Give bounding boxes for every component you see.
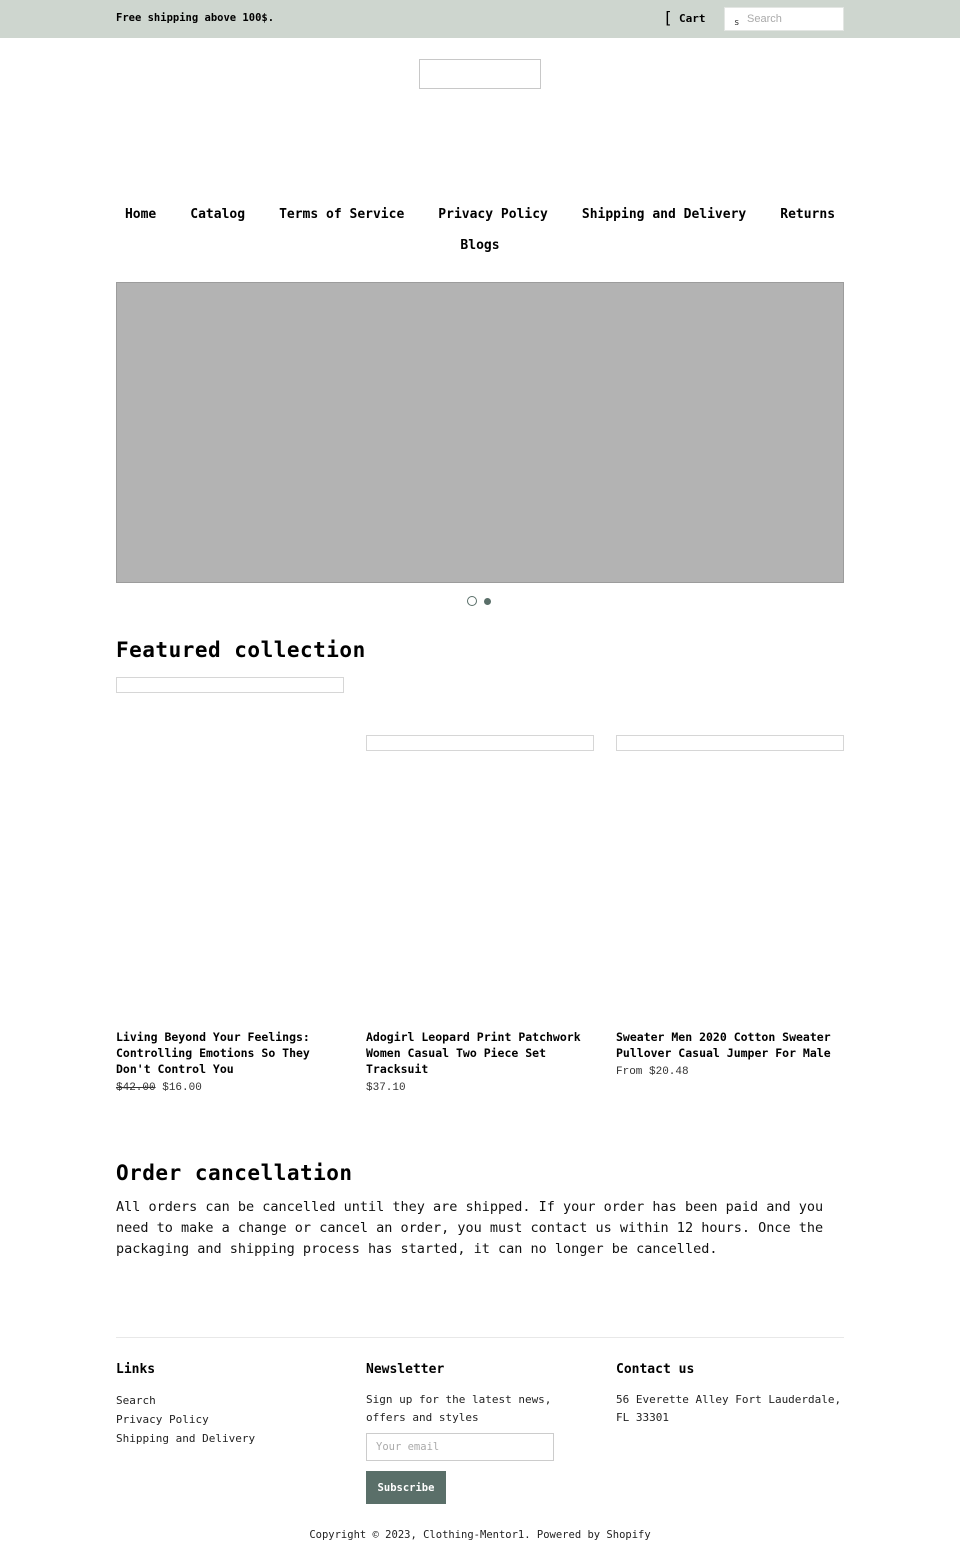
subscribe-button[interactable]: Subscribe	[366, 1471, 446, 1504]
product-image[interactable]	[616, 735, 844, 751]
newsletter-text: Sign up for the latest news, offers and styles	[366, 1393, 552, 1424]
nav-item-home[interactable]: Home	[124, 206, 157, 222]
product-price: $37.10	[366, 1082, 406, 1094]
compare-at-price: $42.00	[116, 1082, 156, 1094]
contact-title: Contact us	[616, 1362, 695, 1377]
slide-dot-2[interactable]	[484, 598, 491, 605]
nav-item-returns[interactable]: Returns	[780, 206, 836, 222]
nav-row-1	[116, 203, 844, 225]
slideshow-dots	[466, 596, 494, 608]
featured-collection-title: Featured collection	[116, 638, 366, 662]
announcement-bar	[0, 0, 960, 38]
product-title[interactable]: Living Beyond Your Feelings: Controlling Emotions So They Don't Control You	[116, 1030, 310, 1076]
product-image[interactable]	[116, 677, 344, 693]
footer-links-title: Links	[116, 1362, 156, 1377]
product-title[interactable]: Adogirl Leopard Print Patchwork Women Casual Two Piece Set Tracksuit	[366, 1030, 581, 1076]
hero-slideshow[interactable]	[116, 282, 844, 583]
nav-item-catalog[interactable]: Catalog	[190, 206, 246, 222]
nav-item-blogs[interactable]: Blogs	[460, 237, 500, 253]
footer-link-privacy-policy[interactable]: Privacy Policy	[116, 1413, 209, 1426]
nav-row-2	[116, 234, 844, 256]
footer-link-search[interactable]: Search	[116, 1394, 156, 1407]
nav-item-privacy-policy[interactable]: Privacy Policy	[438, 206, 548, 222]
order-cancellation-text: All orders can be cancelled until they are shipped. If your order has been paid and you need to make a change or cancel an order, you must contact us within 12 hours. Once the packaging and shipping process has started, it can no longer be cancelled.	[116, 1199, 824, 1257]
cart-icon[interactable]: [	[663, 8, 673, 27]
product-price	[116, 1082, 202, 1094]
copyright-text: Copyright © 2023, Clothing-Mentor1. Powered by Shopify	[309, 1529, 651, 1541]
footer-links-column	[116, 1362, 346, 1448]
main-nav	[116, 203, 844, 256]
nav-item-shipping-and-delivery[interactable]: Shipping and Delivery	[581, 206, 747, 222]
cart-link[interactable]: Cart	[679, 12, 706, 25]
sale-price: $16.00	[162, 1082, 202, 1094]
product-image[interactable]	[366, 735, 594, 751]
product-title[interactable]: Sweater Men 2020 Cotton Sweater Pullover Casual Jumper For Male	[616, 1030, 831, 1060]
search-input[interactable]	[747, 10, 841, 28]
search-icon: s	[734, 18, 740, 28]
footer-link-shipping-and-delivery[interactable]: Shipping and Delivery	[116, 1432, 256, 1445]
nav-item-terms-of-service[interactable]: Terms of Service	[279, 206, 405, 222]
order-cancellation-title: Order cancellation	[116, 1161, 353, 1185]
newsletter-email-input[interactable]	[366, 1433, 554, 1461]
footer-divider	[116, 1337, 844, 1338]
slide-dot-1[interactable]	[467, 596, 477, 606]
contact-address: 56 Everette Alley Fort Lauderdale, FL 33301	[616, 1393, 842, 1424]
newsletter-title: Newsletter	[366, 1362, 445, 1377]
footer-newsletter-column	[366, 1362, 586, 1427]
search-box[interactable]	[724, 7, 844, 31]
footer-contact-column	[616, 1362, 846, 1427]
product-price: From $20.48	[616, 1066, 689, 1078]
promo-text: Free shipping above 100$.	[116, 12, 275, 24]
store-logo[interactable]	[419, 59, 541, 89]
